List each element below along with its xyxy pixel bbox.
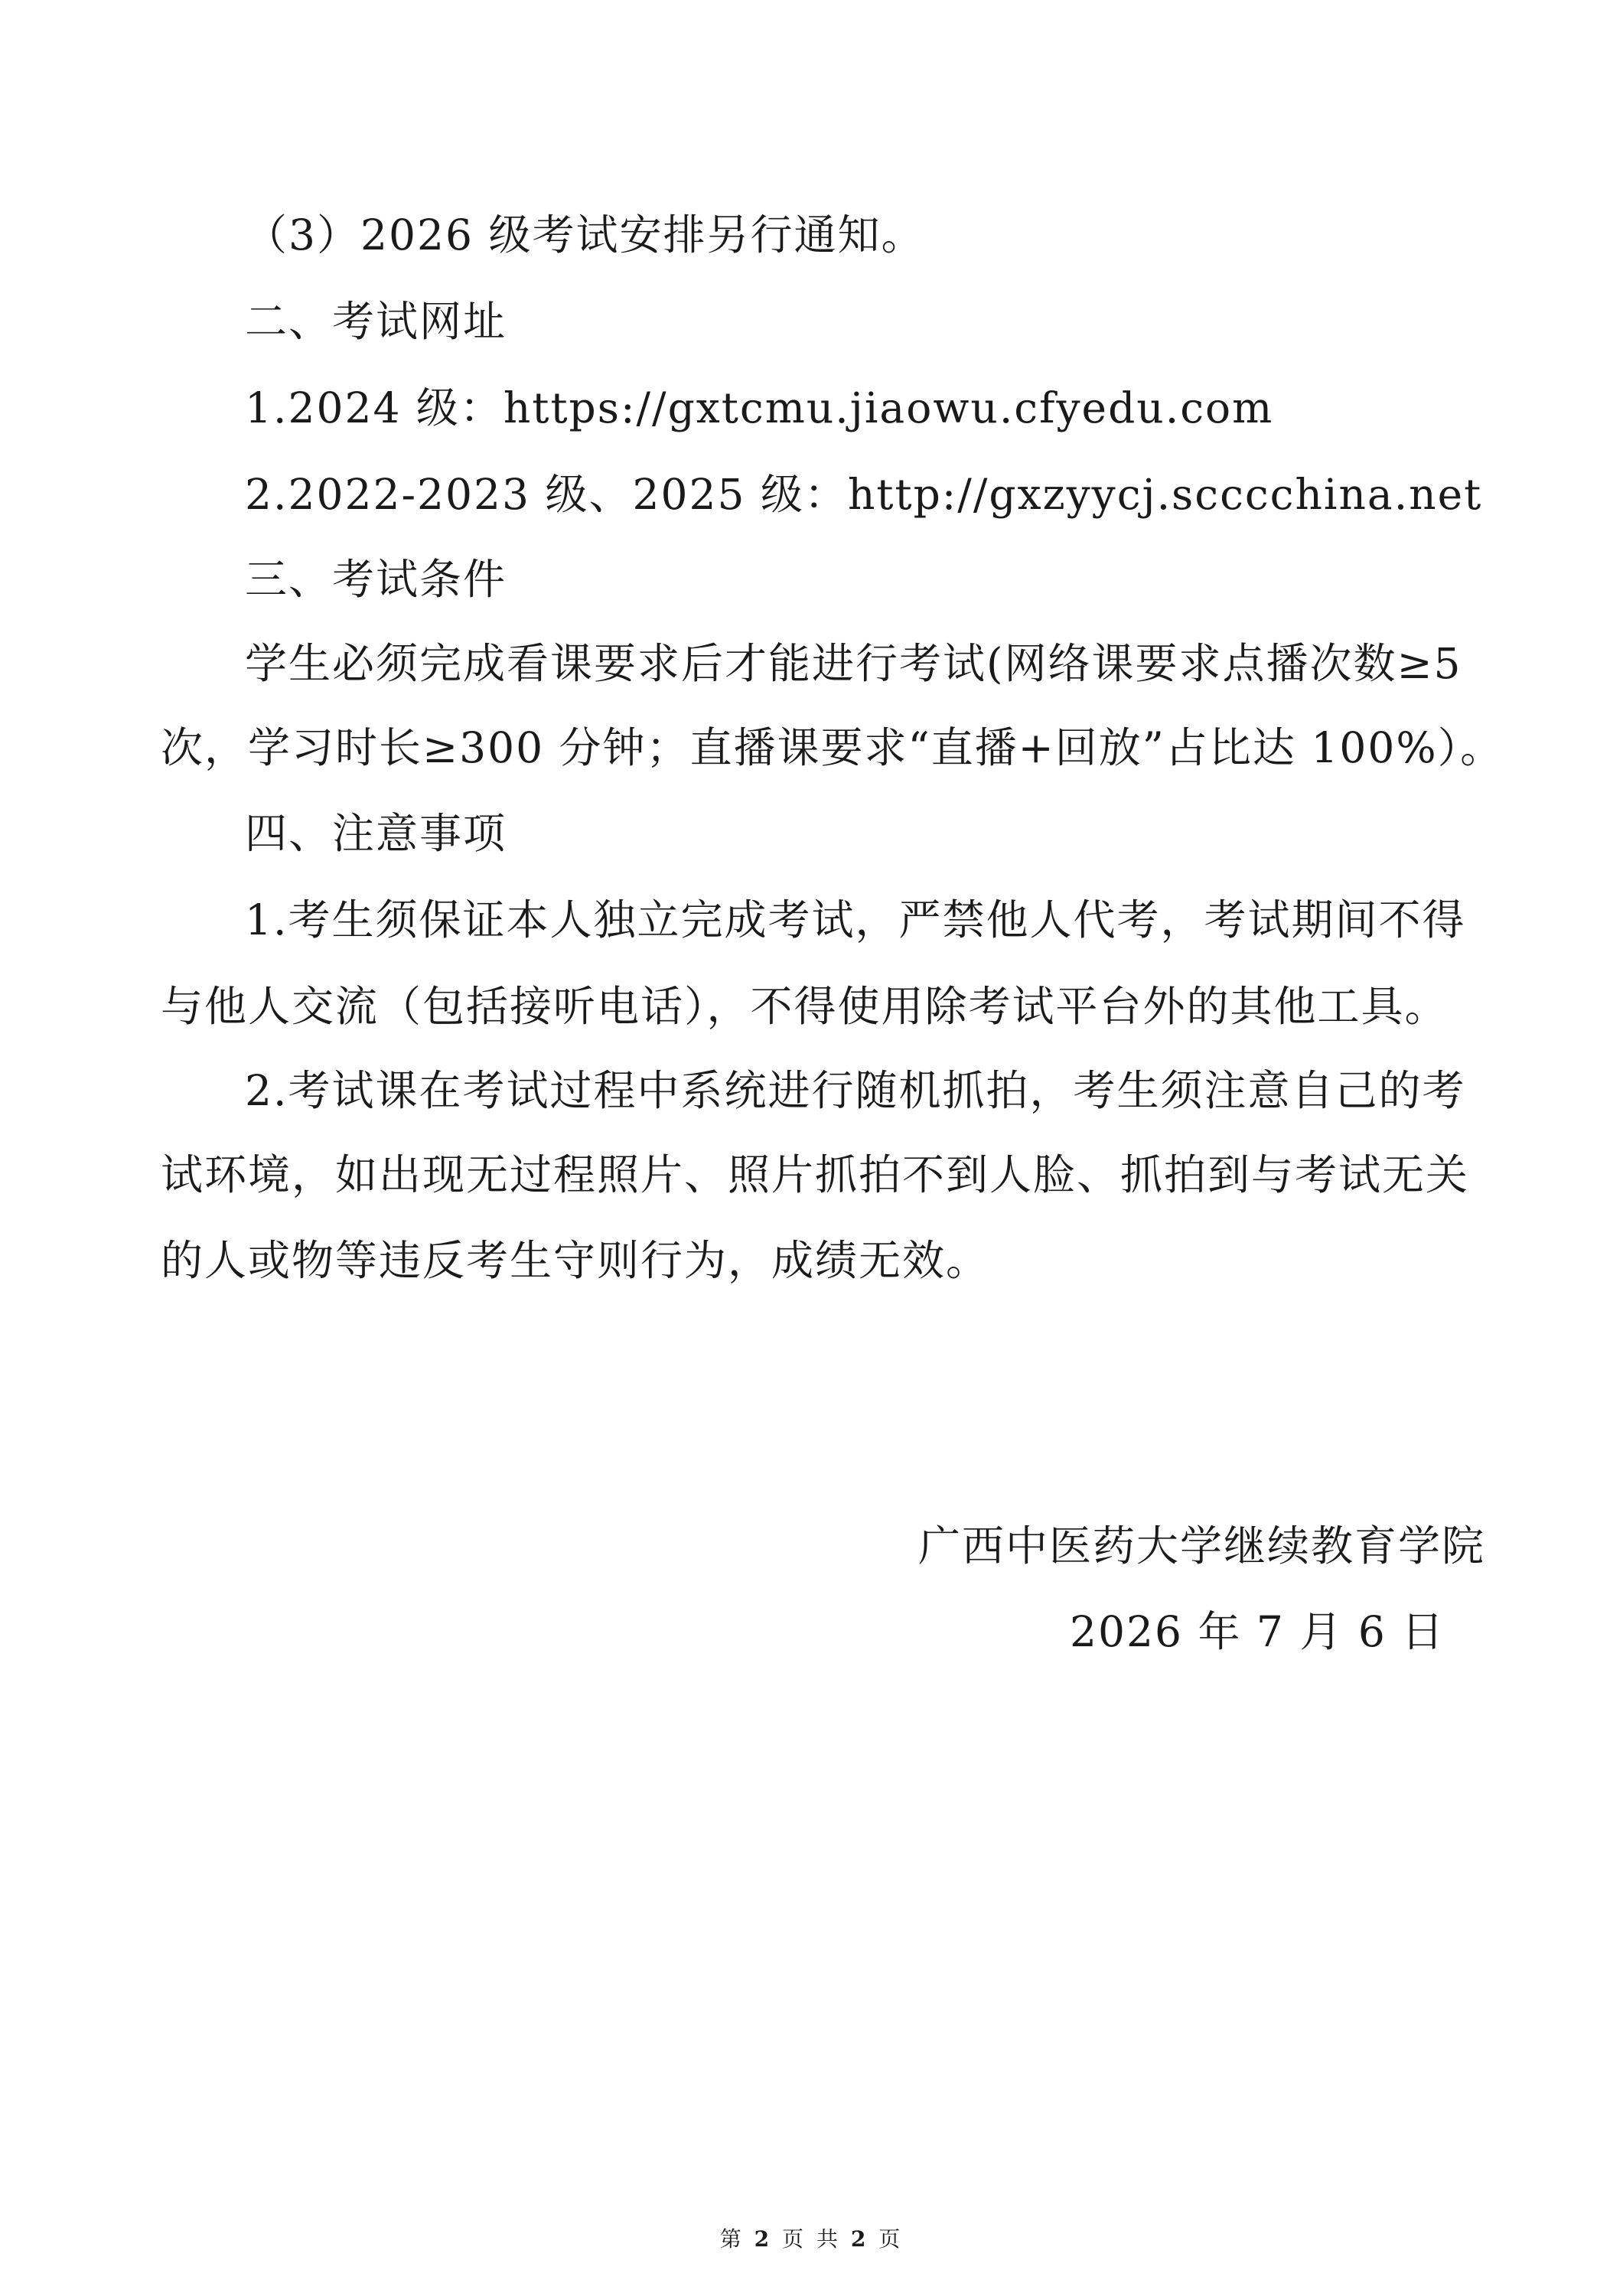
note-2-line-1: 2.考试课在考试过程中系统进行随机抓拍，考生须注意自己的考 — [245, 1066, 1466, 1115]
exam-url-2024: 1.2024 级：https://gxtcmu.jiaowu.cfyedu.com — [245, 383, 1274, 432]
signature-date: 2026 年 7 月 6 日 — [1070, 1607, 1445, 1656]
footer-prefix: 第 — [719, 2226, 745, 2252]
note-2-line-2: 试环境，如出现无过程照片、照片抓拍不到人脸、抓拍到与考试无关 — [161, 1150, 1470, 1199]
note-2-line-3: 的人或物等违反考生守则行为，成绩无效。 — [161, 1236, 990, 1285]
section-heading-exam-url: 二、考试网址 — [245, 297, 507, 346]
section-heading-notes: 四、注意事项 — [245, 809, 507, 858]
exam-arrangement-note: （3）2026 级考试安排另行通知。 — [245, 210, 925, 259]
page-number-footer — [0, 2224, 1623, 2255]
section-heading-exam-conditions: 三、考试条件 — [245, 555, 507, 604]
conditions-line-2: 次，学习时长≥300 分钟；直播课要求“直播+回放”占比达 100%）。 — [161, 723, 1504, 772]
conditions-line-1: 学生必须完成看课要求后才能进行考试(网络课要求点播次数≥5 — [245, 639, 1462, 688]
footer-suffix: 页 — [878, 2226, 904, 2252]
note-1-line-1: 1.考生须保证本人独立完成考试，严禁他人代考，考试期间不得 — [245, 895, 1466, 944]
note-1-line-2: 与他人交流（包括接听电话），不得使用除考试平台外的其他工具。 — [161, 982, 1449, 1031]
footer-total-pages: 2 — [850, 2226, 869, 2252]
exam-url-2022-2025: 2.2022-2023 级、2025 级：http://gxzyycj.scccchina.net — [245, 470, 1483, 519]
footer-current-page: 2 — [754, 2226, 773, 2252]
signature-organization: 广西中医药大学继续教育学院 — [918, 1521, 1486, 1570]
footer-mid: 页 共 — [782, 2226, 841, 2252]
